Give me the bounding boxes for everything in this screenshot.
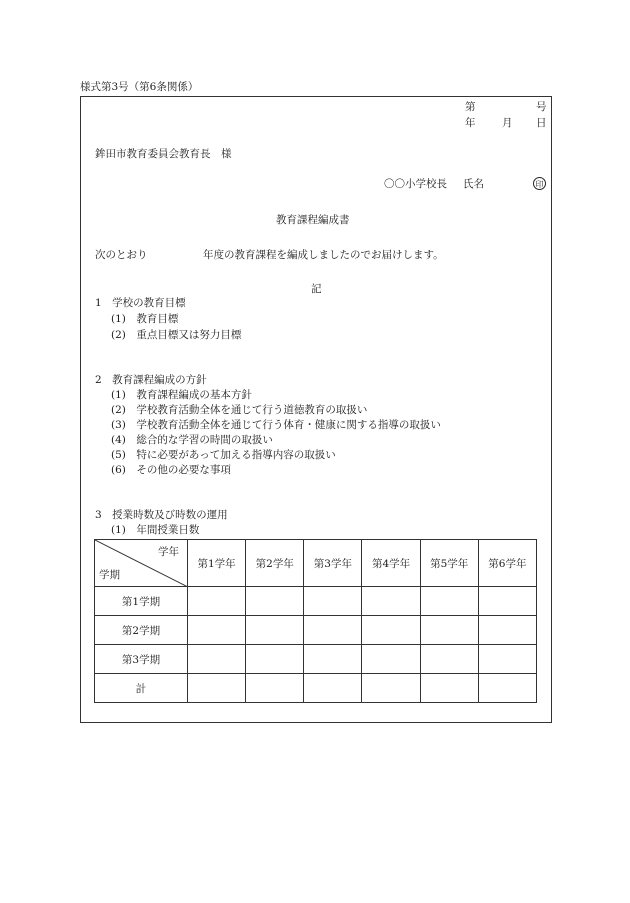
grade-header: 第4学年: [362, 540, 420, 587]
table-corner-cell: [95, 540, 188, 587]
table-cell[interactable]: [188, 674, 246, 703]
section-item: (4) 総合的な学習の時間の取扱い: [111, 434, 273, 446]
table-cell[interactable]: [362, 587, 420, 616]
seal-mark-icon: 印: [533, 177, 546, 190]
section-heading: 3 授業時数及び時数の運用: [95, 509, 228, 521]
section-item: (2) 重点目標又は努力目標: [111, 329, 242, 341]
table-cell[interactable]: [188, 616, 246, 645]
corner-grade-label: 学年: [158, 546, 179, 558]
table-cell[interactable]: [420, 645, 478, 674]
doc-number-suffix: 号: [536, 101, 547, 113]
table-cell[interactable]: [304, 674, 362, 703]
table-cell[interactable]: [362, 616, 420, 645]
grade-header: 第2学年: [246, 540, 304, 587]
table-cell[interactable]: [420, 616, 478, 645]
table-cell[interactable]: [362, 645, 420, 674]
row-label: 第1学期: [95, 587, 188, 616]
table-cell[interactable]: [188, 587, 246, 616]
table-row: [95, 587, 537, 616]
grade-header: 第5学年: [420, 540, 478, 587]
intro-text-after: 年度の教育課程を編成しましたのでお届けします。: [203, 249, 444, 261]
addressee: 鉾田市教育委員会教育長 様: [95, 148, 232, 160]
table-cell[interactable]: [362, 674, 420, 703]
table-cell[interactable]: [246, 587, 304, 616]
ki-heading: 記: [311, 283, 322, 295]
document-title: 教育課程編成書: [276, 214, 350, 226]
table-cell[interactable]: [478, 616, 536, 645]
table-cell[interactable]: [420, 674, 478, 703]
table-total-row: [95, 674, 537, 703]
grade-header: 第6学年: [478, 540, 536, 587]
table-cell[interactable]: [420, 587, 478, 616]
grade-header: 第3学年: [304, 540, 362, 587]
intro-text-before: 次のとおり: [95, 249, 148, 261]
row-label: 第2学期: [95, 616, 188, 645]
section-item: (5) 特に必要があって加える指導内容の取扱い: [111, 449, 336, 461]
sender-name-label: 氏名: [463, 178, 484, 190]
section-item: (6) その他の必要な事項: [111, 464, 231, 476]
section-item: (1) 教育課程編成の基本方針: [111, 389, 252, 401]
table-cell[interactable]: [478, 674, 536, 703]
school-days-table: [94, 539, 537, 703]
table-row: [95, 616, 537, 645]
table-cell[interactable]: [246, 674, 304, 703]
date-month-label: 月: [502, 117, 513, 129]
table-row: [95, 645, 537, 674]
table-cell[interactable]: [246, 616, 304, 645]
form-number-label: 様式第3号（第6条関係）: [80, 81, 199, 93]
table-cell[interactable]: [304, 645, 362, 674]
table-cell[interactable]: [478, 645, 536, 674]
doc-number-prefix: 第: [465, 101, 476, 113]
date-year-label: 年: [465, 117, 476, 129]
section-heading: 2 教育課程編成の方針: [95, 374, 207, 386]
sender-school: 〇〇小学校長: [384, 178, 447, 190]
table-header-row: [95, 540, 537, 587]
grade-header: 第1学年: [188, 540, 246, 587]
table-cell[interactable]: [188, 645, 246, 674]
table-cell[interactable]: [478, 587, 536, 616]
table-cell[interactable]: [304, 587, 362, 616]
table-cell[interactable]: [304, 616, 362, 645]
row-label: 計: [95, 674, 188, 703]
row-label: 第3学期: [95, 645, 188, 674]
table-cell[interactable]: [246, 645, 304, 674]
section-item: (1) 年間授業日数: [111, 524, 200, 536]
corner-term-label: 学期: [99, 569, 120, 581]
section-item: (3) 学校教育活動全体を通じて行う体育・健康に関する指導の取扱い: [111, 419, 441, 431]
section-item: (2) 学校教育活動全体を通じて行う道徳教育の取扱い: [111, 404, 368, 416]
section-heading: 1 学校の教育目標: [95, 297, 186, 309]
date-day-label: 日: [536, 117, 547, 129]
section-item: (1) 教育目標: [111, 313, 179, 325]
